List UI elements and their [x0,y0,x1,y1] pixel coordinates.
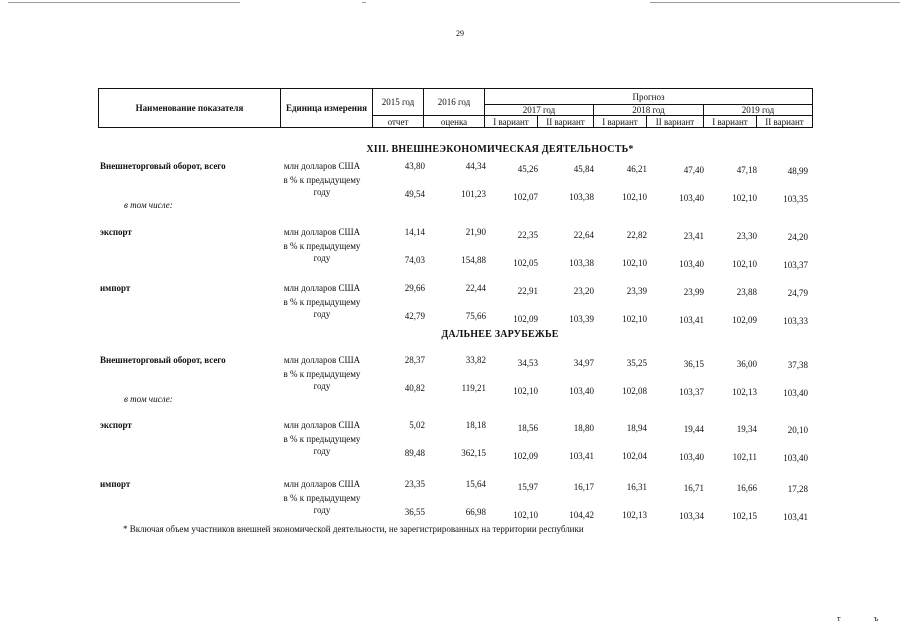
value-abs: 18,18 [465,420,486,430]
value-pct: 103,40 [783,453,808,463]
unit-pct: в % к предыдущему [283,493,361,503]
row-label: экспорт [100,227,132,237]
value-abs: 14,14 [404,227,425,237]
value-abs: 36,00 [736,359,757,369]
value-abs: 22,44 [465,283,486,293]
value-abs: 22,82 [626,230,647,240]
value-abs: 18,80 [573,423,594,433]
value-pct: 103,38 [569,258,594,268]
value-pct: 102,13 [622,510,647,520]
value-abs: 15,64 [465,479,486,489]
value-abs: 16,66 [736,483,757,493]
value-pct: 102,10 [622,314,647,324]
value-pct: 103,34 [679,511,704,521]
value-abs: 28,37 [404,355,425,365]
header-unit: Единица измерения [281,89,373,128]
value-abs: 34,97 [573,358,594,368]
header-forecast: Прогноз [485,89,813,105]
value-pct: 103,40 [679,193,704,203]
unit-pct-cont: году [313,187,331,197]
value-abs: 37,38 [787,360,808,370]
value-pct: 102,10 [732,259,757,269]
header-report: отчет [373,116,424,128]
section-title: XIII. ВНЕШНЕЭКОНОМИЧЕСКАЯ ДЕЯТЕЛЬНОСТЬ* [366,144,634,155]
value-pct: 74,03 [404,255,425,265]
value-abs: 23,30 [736,231,757,241]
unit-pct-cont: году [313,309,331,319]
unit-pct-cont: году [313,446,331,456]
value-abs: 45,26 [517,164,538,174]
value-pct: 103,41 [783,512,808,522]
value-pct: 102,04 [622,451,647,461]
value-pct: 103,35 [783,194,808,204]
row-label: импорт [100,283,131,293]
value-pct: 103,40 [783,388,808,398]
value-pct: 104,42 [569,510,594,520]
unit-abs: млн долларов США [283,420,361,430]
value-pct: 103,33 [783,316,808,326]
value-pct: 49,54 [404,189,425,199]
value-abs: 45,84 [573,164,594,174]
header-2017: 2017 год [485,105,594,116]
value-pct: 102,15 [732,511,757,521]
value-pct: 362,15 [461,448,486,458]
unit-abs: млн долларов США [283,283,361,293]
scan-edge-line-mid [362,2,366,3]
unit-pct: в % к предыдущему [283,434,361,444]
header-2019-var2: II вариант [757,116,813,128]
value-pct: 102,10 [732,193,757,203]
value-abs: 5,02 [409,420,425,430]
corner-mark-1: т [837,614,841,623]
value-pct: 101,23 [461,189,486,199]
value-pct: 119,21 [461,383,486,393]
header-2018: 2018 год [594,105,704,116]
value-abs: 46,21 [626,164,647,174]
header-2016: 2016 год [424,89,485,116]
value-pct: 102,11 [732,452,757,462]
value-pct: 154,88 [461,255,486,265]
value-pct: 36,55 [404,507,425,517]
row-label: экспорт [100,420,132,430]
value-pct: 89,48 [404,448,425,458]
unit-pct: в % к предыдущему [283,297,361,307]
value-abs: 23,35 [404,479,425,489]
header-2019: 2019 год [704,105,813,116]
header-2017-var2: II вариант [538,116,594,128]
value-abs: 19,44 [683,424,704,434]
value-abs: 17,28 [787,484,808,494]
value-pct: 75,66 [465,311,486,321]
header-2017-var1: I вариант [485,116,538,128]
value-abs: 24,79 [787,288,808,298]
value-abs: 15,97 [517,482,538,492]
unit-abs: млн долларов США [283,479,361,489]
value-abs: 23,88 [736,287,757,297]
value-abs: 23,20 [573,286,594,296]
value-pct: 102,08 [622,386,647,396]
header-2019-var1: I вариант [704,116,757,128]
value-pct: 103,40 [679,259,704,269]
value-abs: 47,40 [683,165,704,175]
unit-abs: млн долларов США [283,227,361,237]
value-pct: 102,13 [732,387,757,397]
page-number: 29 [456,29,464,38]
scan-edge-line-left [8,2,240,3]
value-abs: 36,15 [683,359,704,369]
value-abs: 21,90 [465,227,486,237]
value-pct: 42,79 [404,311,425,321]
header-2015: 2015 год [373,89,424,116]
value-abs: 20,10 [787,425,808,435]
value-pct: 102,10 [622,192,647,202]
value-pct: 103,37 [679,387,704,397]
scan-edge-line-right [650,2,900,3]
value-pct: 103,41 [569,451,594,461]
value-pct: 102,05 [513,258,538,268]
value-pct: 102,10 [622,258,647,268]
footnote: * Включая объем участников внешней экономической деятельности, не зарегистрированных на территории республики [123,524,584,534]
unit-pct: в % к предыдущему [283,369,361,379]
header-2018-var2: II вариант [647,116,704,128]
value-pct: 102,10 [513,386,538,396]
table-header [98,88,813,128]
value-abs: 23,99 [683,287,704,297]
value-abs: 16,31 [626,482,647,492]
value-pct: 103,37 [783,260,808,270]
value-abs: 29,66 [404,283,425,293]
value-abs: 19,34 [736,424,757,434]
value-pct: 103,39 [569,314,594,324]
unit-abs: млн долларов США [283,161,361,171]
value-abs: 34,53 [517,358,538,368]
header-estimate: оценка [424,116,485,128]
row-label: Внешнеторговый оборот, всего [100,161,226,171]
value-pct: 102,09 [732,315,757,325]
value-abs: 48,99 [787,166,808,176]
unit-pct: в % к предыдущему [283,241,361,251]
value-abs: 18,56 [517,423,538,433]
row-label: импорт [100,479,131,489]
value-abs: 33,82 [465,355,486,365]
value-abs: 35,25 [626,358,647,368]
value-abs: 18,94 [626,423,647,433]
row-label: Внешнеторговый оборот, всего [100,355,226,365]
unit-pct: в % к предыдущему [283,175,361,185]
value-abs: 22,64 [573,230,594,240]
unit-abs: млн долларов США [283,355,361,365]
value-abs: 22,35 [517,230,538,240]
value-abs: 23,41 [683,231,704,241]
value-abs: 16,17 [573,482,594,492]
value-abs: 44,34 [465,161,486,171]
unit-pct-cont: году [313,505,331,515]
section-title: ДАЛЬНЕЕ ЗАРУБЕЖЬЕ [441,329,559,340]
unit-pct-cont: году [313,381,331,391]
value-abs: 16,71 [683,483,704,493]
value-abs: 24,20 [787,232,808,242]
unit-pct-cont: году [313,253,331,263]
value-pct: 103,38 [569,192,594,202]
value-pct: 40,82 [404,383,425,393]
subtotal-note: в том числе: [124,394,173,404]
value-pct: 66,98 [465,507,486,517]
value-pct: 103,41 [679,315,704,325]
subtotal-note: в том числе: [124,200,173,210]
value-pct: 102,07 [513,192,538,202]
value-pct: 102,10 [513,510,538,520]
corner-mark-2: ъ [874,614,879,623]
value-abs: 23,39 [626,286,647,296]
value-pct: 102,09 [513,451,538,461]
value-abs: 22,91 [517,286,538,296]
header-2018-var1: I вариант [594,116,647,128]
header-indicator: Наименование показателя [99,89,281,128]
value-pct: 103,40 [569,386,594,396]
value-abs: 43,80 [404,161,425,171]
value-abs: 47,18 [736,165,757,175]
value-pct: 102,09 [513,314,538,324]
value-pct: 103,40 [679,452,704,462]
